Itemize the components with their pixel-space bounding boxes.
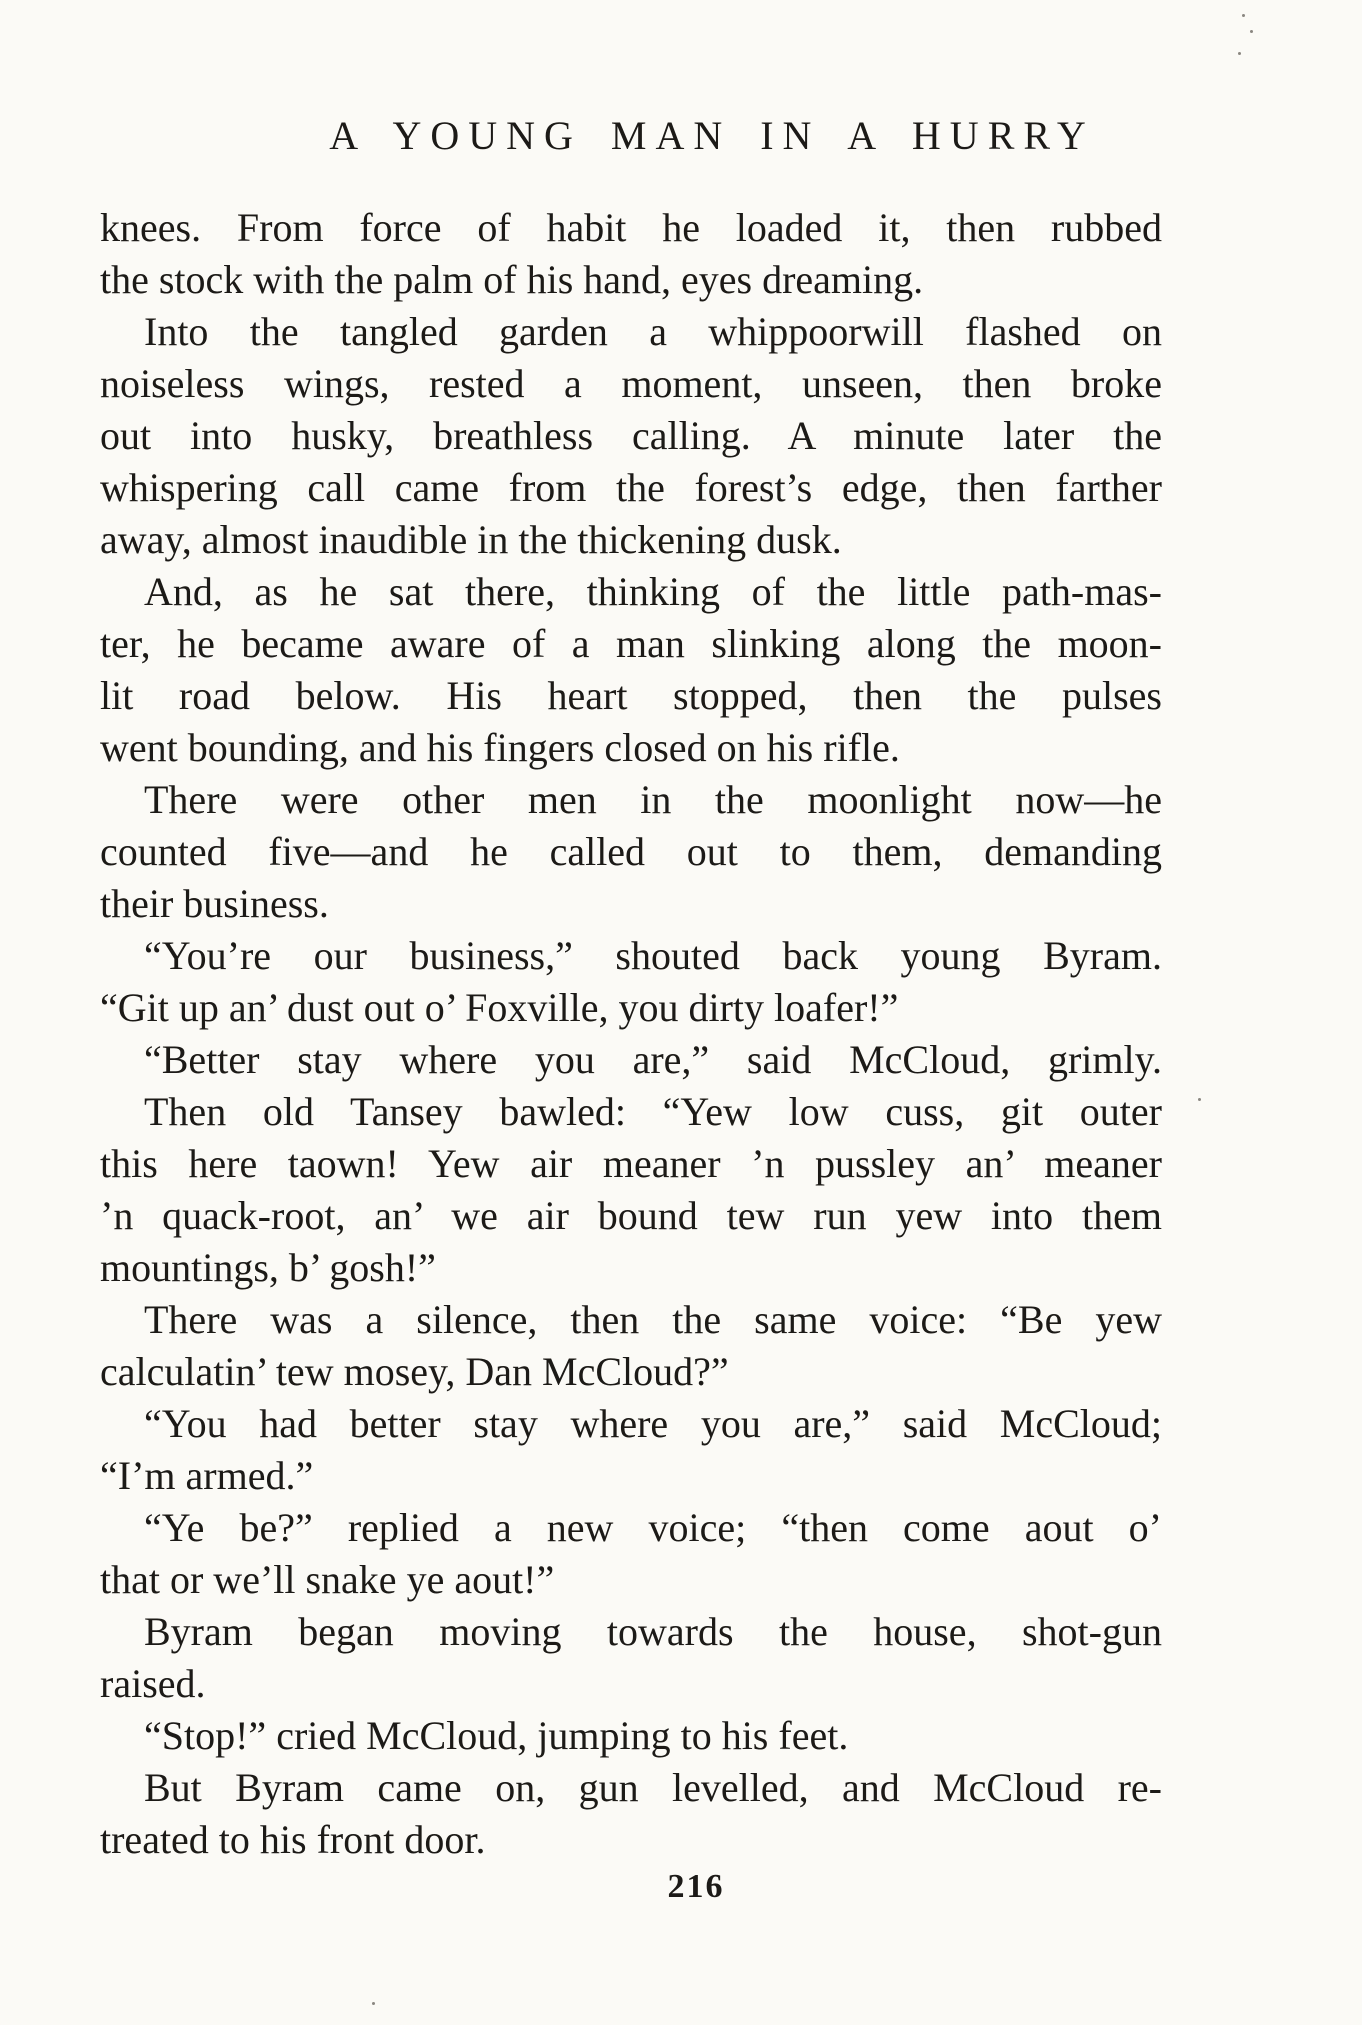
text-line: counted five—and he called out to them, demanding: [100, 829, 1162, 874]
text-line: that or we’ll snake ye aout!”: [100, 1557, 555, 1602]
text-line: “Stop!” cried McCloud, jumping to his feet.: [144, 1713, 849, 1758]
text-line: went bounding, and his fingers closed on his rifle.: [100, 725, 900, 770]
text-line: There was a silence, then the same voice: “Be yew: [144, 1297, 1162, 1342]
text-line: “You’re our business,” shouted back young Byram.: [144, 933, 1162, 978]
page-number: 216: [667, 1868, 725, 1905]
scan-speck: [372, 2002, 375, 2005]
text-line: But Byram came on, gun levelled, and McCloud re-: [144, 1765, 1162, 1810]
text-line: “Ye be?” replied a new voice; “then come aout o’: [144, 1505, 1162, 1550]
text-line: knees. From force of habit he loaded it, then rubbed: [100, 205, 1162, 250]
text-line: “I’m armed.”: [100, 1453, 314, 1498]
text-line: noiseless wings, rested a moment, unseen, then broke: [100, 361, 1162, 406]
text-line: And, as he sat there, thinking of the little path-mas-: [144, 569, 1162, 614]
text-line: Then old Tansey bawled: “Yew low cuss, git outer: [144, 1089, 1162, 1134]
text-line: “Better stay where you are,” said McCloud, grimly.: [144, 1037, 1162, 1082]
text-line: away, almost inaudible in the thickening dusk.: [100, 517, 842, 562]
text-line: ter, he became aware of a man slinking along the moon-: [100, 621, 1162, 666]
text-line: There were other men in the moonlight now—he: [144, 777, 1162, 822]
scan-speck: [1250, 30, 1253, 33]
text-line: raised.: [100, 1661, 206, 1706]
text-line: the stock with the palm of his hand, eyes dreaming.: [100, 257, 924, 302]
text-line: “Git up an’ dust out o’ Foxville, you dirty loafer!”: [100, 985, 899, 1030]
scan-speck: [1238, 52, 1241, 55]
text-line: calculatin’ tew mosey, Dan McCloud?”: [100, 1349, 729, 1394]
body-text: [100, 202, 1162, 1866]
text-line: whispering call came from the forest’s edge, then farther: [100, 465, 1162, 510]
text-line: this here taown! Yew air meaner ’n pussley an’ meaner: [100, 1141, 1162, 1186]
text-line: their business.: [100, 881, 329, 926]
text-line: “You had better stay where you are,” said McCloud;: [144, 1401, 1162, 1446]
scan-speck: [1242, 14, 1245, 17]
text-line: Byram began moving towards the house, shot-gun: [144, 1609, 1162, 1654]
running-head: A YOUNG MAN IN A HURRY: [329, 113, 1095, 158]
text-line: ’n quack-root, an’ we air bound tew run yew into them: [100, 1193, 1162, 1238]
text-line: lit road below. His heart stopped, then the pulses: [100, 673, 1162, 718]
text-line: Into the tangled garden a whippoorwill flashed on: [144, 309, 1162, 354]
text-line: mountings, b’ gosh!”: [100, 1245, 436, 1290]
text-line: treated to his front door.: [100, 1817, 486, 1862]
scan-speck: [1198, 1098, 1201, 1101]
text-line: out into husky, breathless calling. A minute later the: [100, 413, 1162, 458]
